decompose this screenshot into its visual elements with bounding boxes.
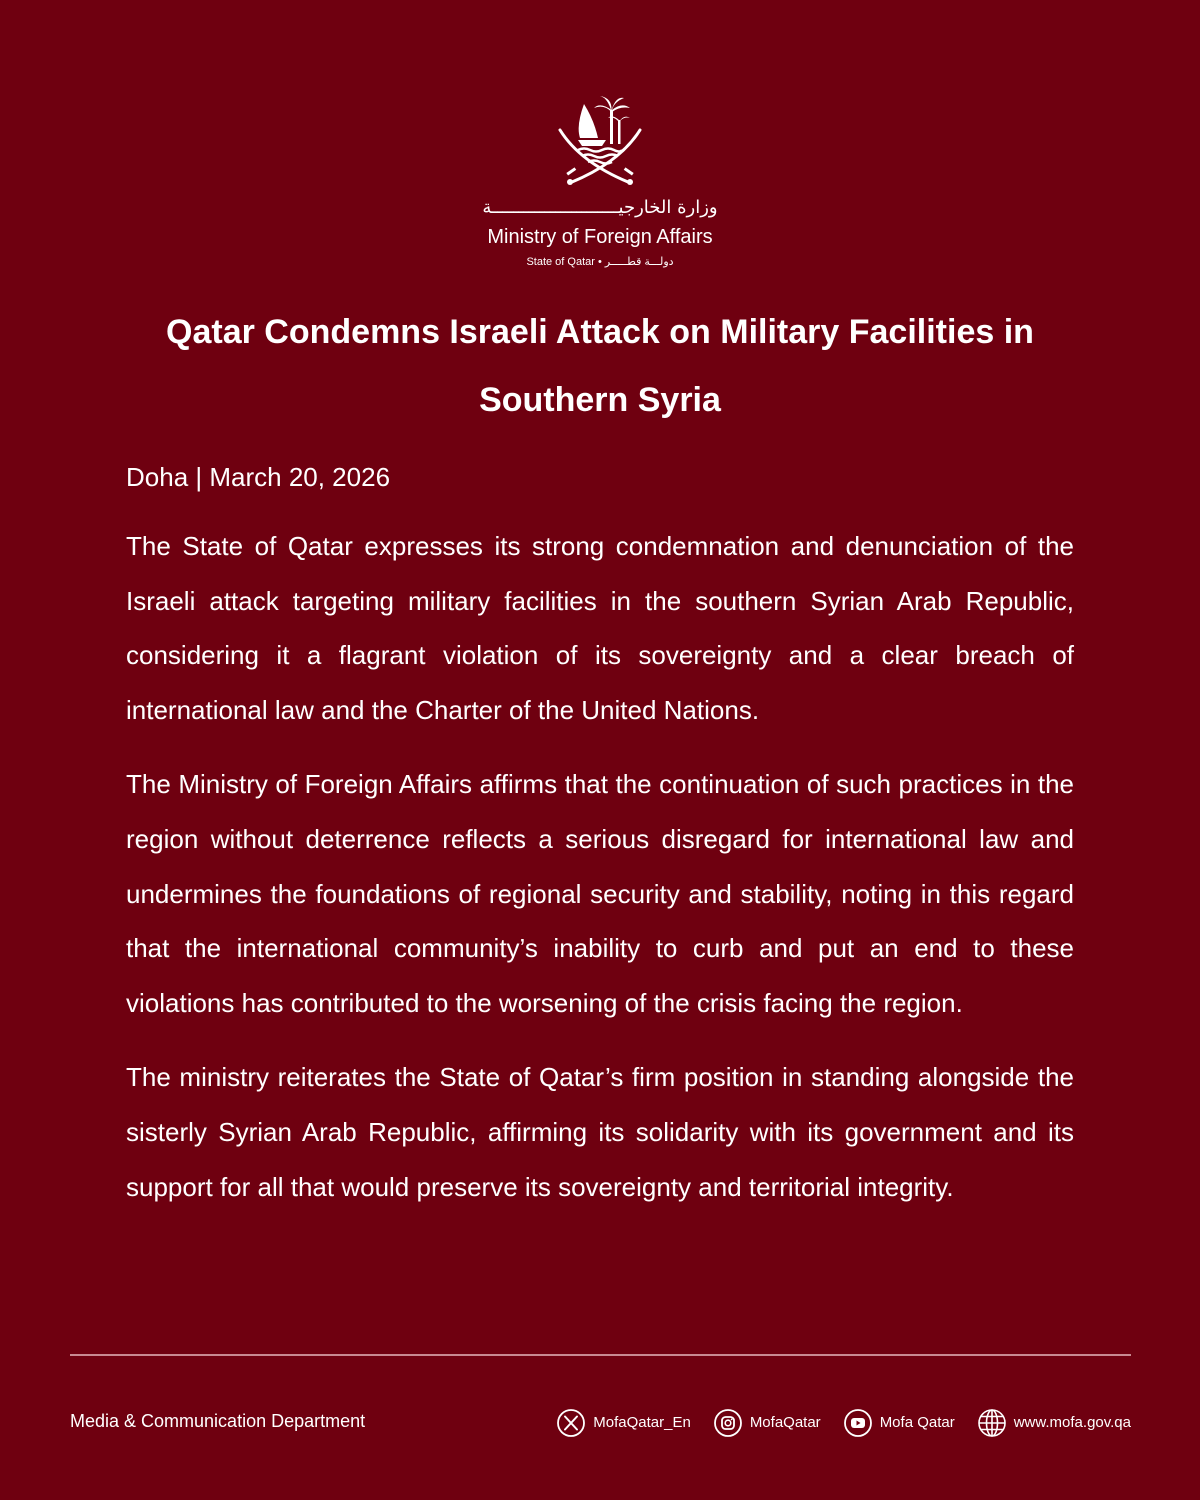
dateline: Doha | March 20, 2026 xyxy=(126,462,391,492)
ministry-arabic-title: وزارة الخارجيــــــــــــــــــــــــة xyxy=(482,197,718,218)
social-label-youtube: Mofa Qatar xyxy=(879,1414,955,1431)
social-label-website: www.mofa.gov.qa xyxy=(1013,1414,1131,1431)
paragraph-2: The Ministry of Foreign Affairs affirms that the continuation of such practices in the region without deterrence reflects a serious disregard for international law and undermines the foundations of regional security and stability, noting in this regard that the international community’s inability to curb and put an end to these violations has contributed to the worsening of the crisis facing the region. xyxy=(126,769,1074,1018)
social-label-instagram: MofaQatar xyxy=(749,1414,821,1431)
footer-divider xyxy=(70,1354,1131,1356)
social-links xyxy=(534,1408,1131,1438)
paragraph-3: The ministry reiterates the State of Qatar’s firm position in standing alongside the sisterly Syrian Arab Republic, affirming its solidarity with its government and its support for all that would preserve its sovereignty and territorial integrity. xyxy=(126,1062,1074,1202)
x-icon xyxy=(556,1408,586,1438)
article-body xyxy=(126,455,1074,1234)
social-link-x[interactable] xyxy=(556,1408,691,1438)
social-link-instagram[interactable] xyxy=(713,1408,821,1438)
instagram-icon xyxy=(713,1408,743,1438)
social-link-youtube[interactable] xyxy=(843,1408,955,1438)
department-label: Media & Communication Department xyxy=(70,1411,366,1431)
paragraph-1: The State of Qatar expresses its strong condemnation and denunciation of the Israeli attack targeting military facilities in the southern Syrian Arab Republic, considering it a flagrant violation of its sovereignty and a clear breach of international law and the Charter of the United Nations. xyxy=(126,531,1074,725)
state-of-qatar-line: State of Qatar • دولـــة قطـــــر xyxy=(526,256,674,268)
social-link-website[interactable] xyxy=(977,1408,1131,1438)
youtube-icon xyxy=(843,1408,873,1438)
social-label-x: MofaQatar_En xyxy=(593,1414,691,1431)
page-title: Qatar Condemns Israeli Attack on Military Facilities in Southern Syria xyxy=(166,313,1034,419)
ministry-name: Ministry of Foreign Affairs xyxy=(487,226,713,248)
ministry-emblem xyxy=(550,92,650,192)
globe-icon xyxy=(977,1408,1007,1438)
